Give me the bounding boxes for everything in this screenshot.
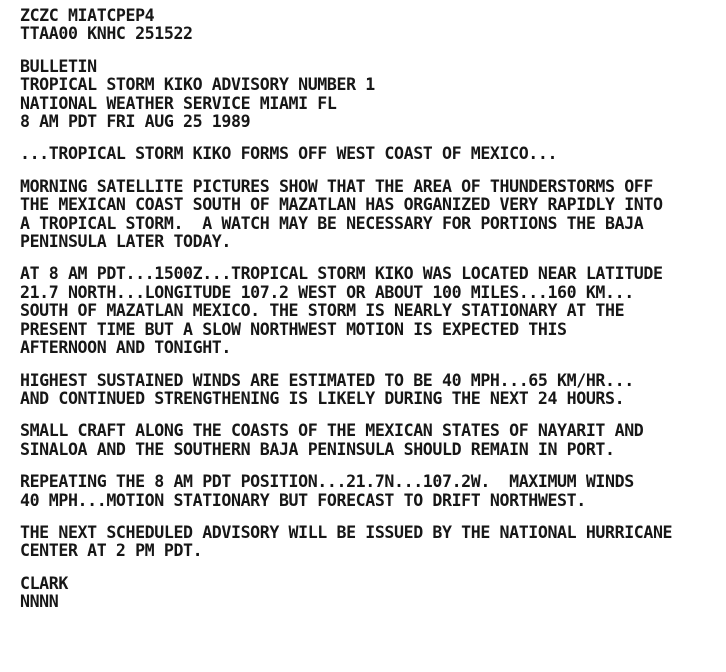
text-line: NNNN: [20, 592, 59, 612]
section-headline: [20, 145, 722, 163]
section-signature: [20, 575, 722, 612]
text-line: 8 AM PDT FRI AUG 25 1989: [20, 112, 251, 132]
text-line: ...TROPICAL STORM KIKO FORMS OFF WEST COAST OF MEXICO...: [20, 144, 558, 164]
text-line: REPEATING THE 8 AM PDT POSITION...21.7N...107.2W. MAXIMUM WINDS: [20, 472, 634, 492]
section-paragraph-formation: [20, 178, 722, 252]
text-line: AT 8 AM PDT...1500Z...TROPICAL STORM KIKO WAS LOCATED NEAR LATITUDE: [20, 264, 663, 284]
text-line: SOUTH OF MAZATLAN MEXICO. THE STORM IS NEARLY STATIONARY AT THE: [20, 301, 625, 321]
text-line: ZCZC MIATCPEP4: [20, 6, 155, 25]
text-line: SINALOA AND THE SOUTHERN BAJA PENINSULA SHOULD REMAIN IN PORT.: [20, 439, 615, 459]
text-line: 40 MPH...MOTION STATIONARY BUT FORECAST TO DRIFT NORTHWEST.: [20, 490, 586, 510]
section-paragraph-next-advisory: [20, 524, 722, 561]
text-line: THE MEXICAN COAST SOUTH OF MAZATLAN HAS ORGANIZED VERY RAPIDLY INTO: [20, 195, 663, 215]
text-line: PRESENT TIME BUT A SLOW NORTHWEST MOTION IS EXPECTED THIS: [20, 319, 567, 339]
text-line: SMALL CRAFT ALONG THE COASTS OF THE MEXICAN STATES OF NAYARIT AND: [20, 421, 644, 441]
text-line: A TROPICAL STORM. A WATCH MAY BE NECESSARY FOR PORTIONS THE BAJA: [20, 213, 644, 233]
text-line: 21.7 NORTH...LONGITUDE 107.2 WEST OR ABOUT 100 MILES...160 KM...: [20, 282, 634, 302]
section-paragraph-small-craft: [20, 422, 722, 459]
section-transmission-header: [20, 7, 722, 44]
section-paragraph-position: [20, 265, 722, 357]
text-line: THE NEXT SCHEDULED ADVISORY WILL BE ISSUED BY THE NATIONAL HURRICANE: [20, 522, 673, 542]
text-line: TTAA00 KNHC 251522: [20, 24, 193, 44]
text-line: AFTERNOON AND TONIGHT.: [20, 338, 231, 358]
text-line: HIGHEST SUSTAINED WINDS ARE ESTIMATED TO BE 40 MPH...65 KM/HR...: [20, 370, 634, 390]
text-line: PENINSULA LATER TODAY.: [20, 232, 231, 252]
text-line: MORNING SATELLITE PICTURES SHOW THAT THE AREA OF THUNDERSTORMS OFF: [20, 176, 653, 196]
text-line: CENTER AT 2 PM PDT.: [20, 541, 203, 561]
section-product-header: [20, 58, 722, 132]
text-line: CLARK: [20, 573, 68, 593]
text-line: AND CONTINUED STRENGTHENING IS LIKELY DURING THE NEXT 24 HOURS.: [20, 388, 625, 408]
text-line: TROPICAL STORM KIKO ADVISORY NUMBER 1: [20, 75, 375, 95]
text-line: NATIONAL WEATHER SERVICE MIAMI FL: [20, 93, 337, 113]
section-paragraph-repeating: [20, 473, 722, 510]
text-line: BULLETIN: [20, 56, 97, 76]
section-paragraph-winds: [20, 372, 722, 409]
